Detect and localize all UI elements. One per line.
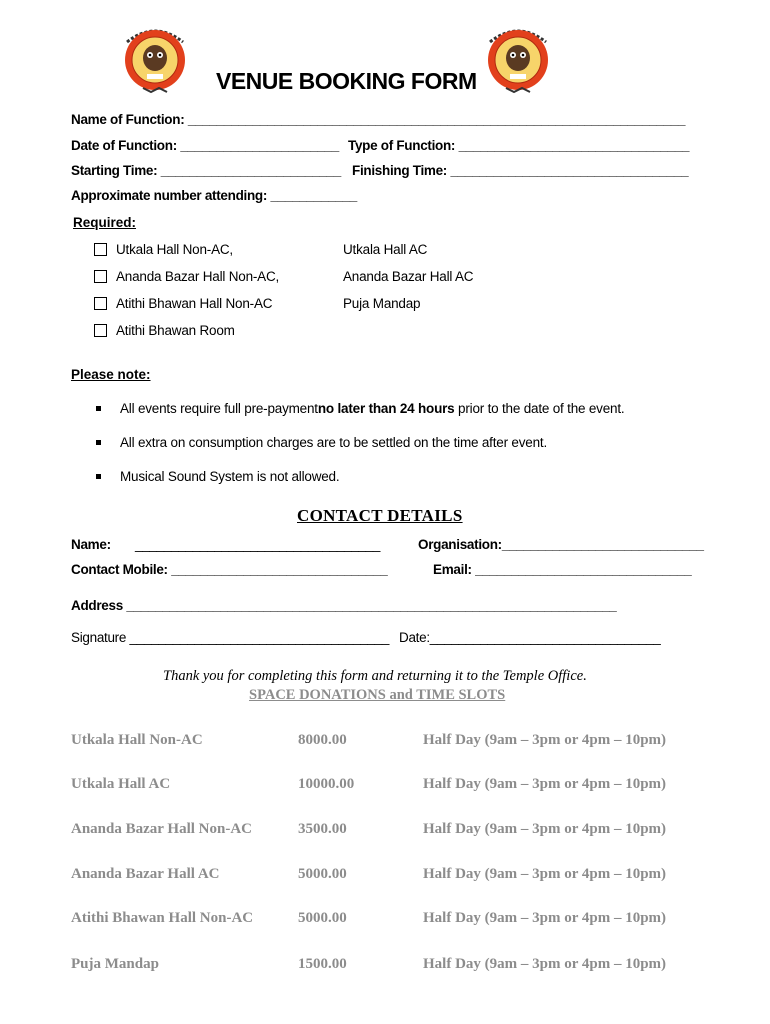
venue-option-label: Ananda Bazar Hall AC (343, 269, 474, 284)
slot-time: Half Day (9am – 3pm or 4pm – 10pm) (423, 910, 667, 926)
temple-seal-icon (121, 22, 189, 94)
note-item: All events require full pre-payment no later than 24 hours prior to the date of the event. (96, 401, 624, 416)
note-item: All extra on consumption charges are to be settled on the time after event. (96, 435, 547, 450)
slot-amount: 3500.00 (298, 821, 347, 837)
required-heading: Required: (73, 215, 137, 230)
bullet-icon (96, 406, 101, 411)
checkbox-icon[interactable] (94, 324, 107, 337)
name-label: Name: (71, 537, 111, 552)
venue-checkbox-row[interactable] (94, 269, 279, 284)
venue-option-label: Atithi Bhawan Hall Non-AC (116, 296, 273, 311)
venue-checkbox-row[interactable] (94, 242, 233, 257)
space-donations-heading: SPACE DONATIONS and TIME SLOTS (249, 687, 506, 703)
slot-time: Half Day (9am – 3pm or 4pm – 10pm) (423, 866, 667, 882)
name-of-function-field[interactable]: Name of Function: _____________________________________________________________________ (71, 112, 686, 127)
slot-amount: 5000.00 (298, 910, 347, 926)
checkbox-icon[interactable] (94, 243, 107, 256)
slot-amount: 5000.00 (298, 866, 347, 882)
temple-logo-right (484, 22, 552, 94)
venue-option-label: Ananda Bazar Hall Non-AC, (116, 269, 280, 284)
signature-field[interactable]: Signature ____________________________________ (71, 630, 390, 645)
organisation-field[interactable]: Organisation:____________________________ (418, 537, 704, 552)
bullet-icon (96, 440, 101, 445)
name-field[interactable]: __________________________________ (135, 537, 381, 552)
note-item: Musical Sound System is not allowed. (96, 469, 339, 484)
slot-amount: 10000.00 (298, 776, 355, 792)
address-field[interactable]: Address ____________________________________________________________________ (71, 598, 617, 613)
venue-option-label: Utkala Hall Non-AC, (116, 242, 233, 257)
date-field[interactable]: Date:________________________________ (399, 630, 661, 645)
venue-checkbox-row[interactable] (94, 323, 235, 338)
slot-time: Half Day (9am – 3pm or 4pm – 10pm) (423, 821, 667, 837)
slot-hall: Puja Mandap (71, 956, 159, 972)
email-field[interactable]: Email: ______________________________ (433, 562, 692, 577)
slot-time: Half Day (9am – 3pm or 4pm – 10pm) (423, 732, 667, 748)
finishing-time-field[interactable]: Finishing Time: _________________________________ (352, 163, 689, 178)
thank-you-note: Thank you for completing this form and returning it to the Temple Office. (163, 668, 587, 684)
contact-mobile-field[interactable]: Contact Mobile: ______________________________ (71, 562, 388, 577)
checkbox-icon[interactable] (94, 297, 107, 310)
date-of-function-field[interactable]: Date of Function: ______________________ (71, 138, 339, 153)
type-of-function-field[interactable]: Type of Function: ________________________________ (348, 138, 690, 153)
slot-hall: Utkala Hall Non-AC (71, 732, 203, 748)
slot-hall: Ananda Bazar Hall Non-AC (71, 821, 252, 837)
starting-time-field[interactable]: Starting Time: _________________________ (71, 163, 341, 178)
bullet-icon (96, 474, 101, 479)
slot-amount: 1500.00 (298, 956, 347, 972)
approx-attending-field[interactable]: Approximate number attending: ____________ (71, 188, 358, 203)
slot-amount: 8000.00 (298, 732, 347, 748)
contact-details-heading: CONTACT DETAILS (297, 506, 463, 525)
venue-option-label: Atithi Bhawan Room (116, 323, 235, 338)
slot-hall: Ananda Bazar Hall AC (71, 866, 220, 882)
slot-hall: Utkala Hall AC (71, 776, 171, 792)
slot-time: Half Day (9am – 3pm or 4pm – 10pm) (423, 776, 667, 792)
slot-hall: Atithi Bhawan Hall Non-AC (71, 910, 254, 926)
slot-time: Half Day (9am – 3pm or 4pm – 10pm) (423, 956, 667, 972)
venue-checkbox-row[interactable] (94, 296, 272, 311)
venue-option-label: Puja Mandap (343, 296, 421, 311)
checkbox-icon[interactable] (94, 270, 107, 283)
venue-option-label: Utkala Hall AC (343, 242, 428, 257)
temple-seal-icon (484, 22, 552, 94)
form-title: VENUE BOOKING FORM (216, 68, 477, 94)
temple-logo-left (121, 22, 189, 94)
please-note-heading: Please note: (71, 367, 151, 382)
